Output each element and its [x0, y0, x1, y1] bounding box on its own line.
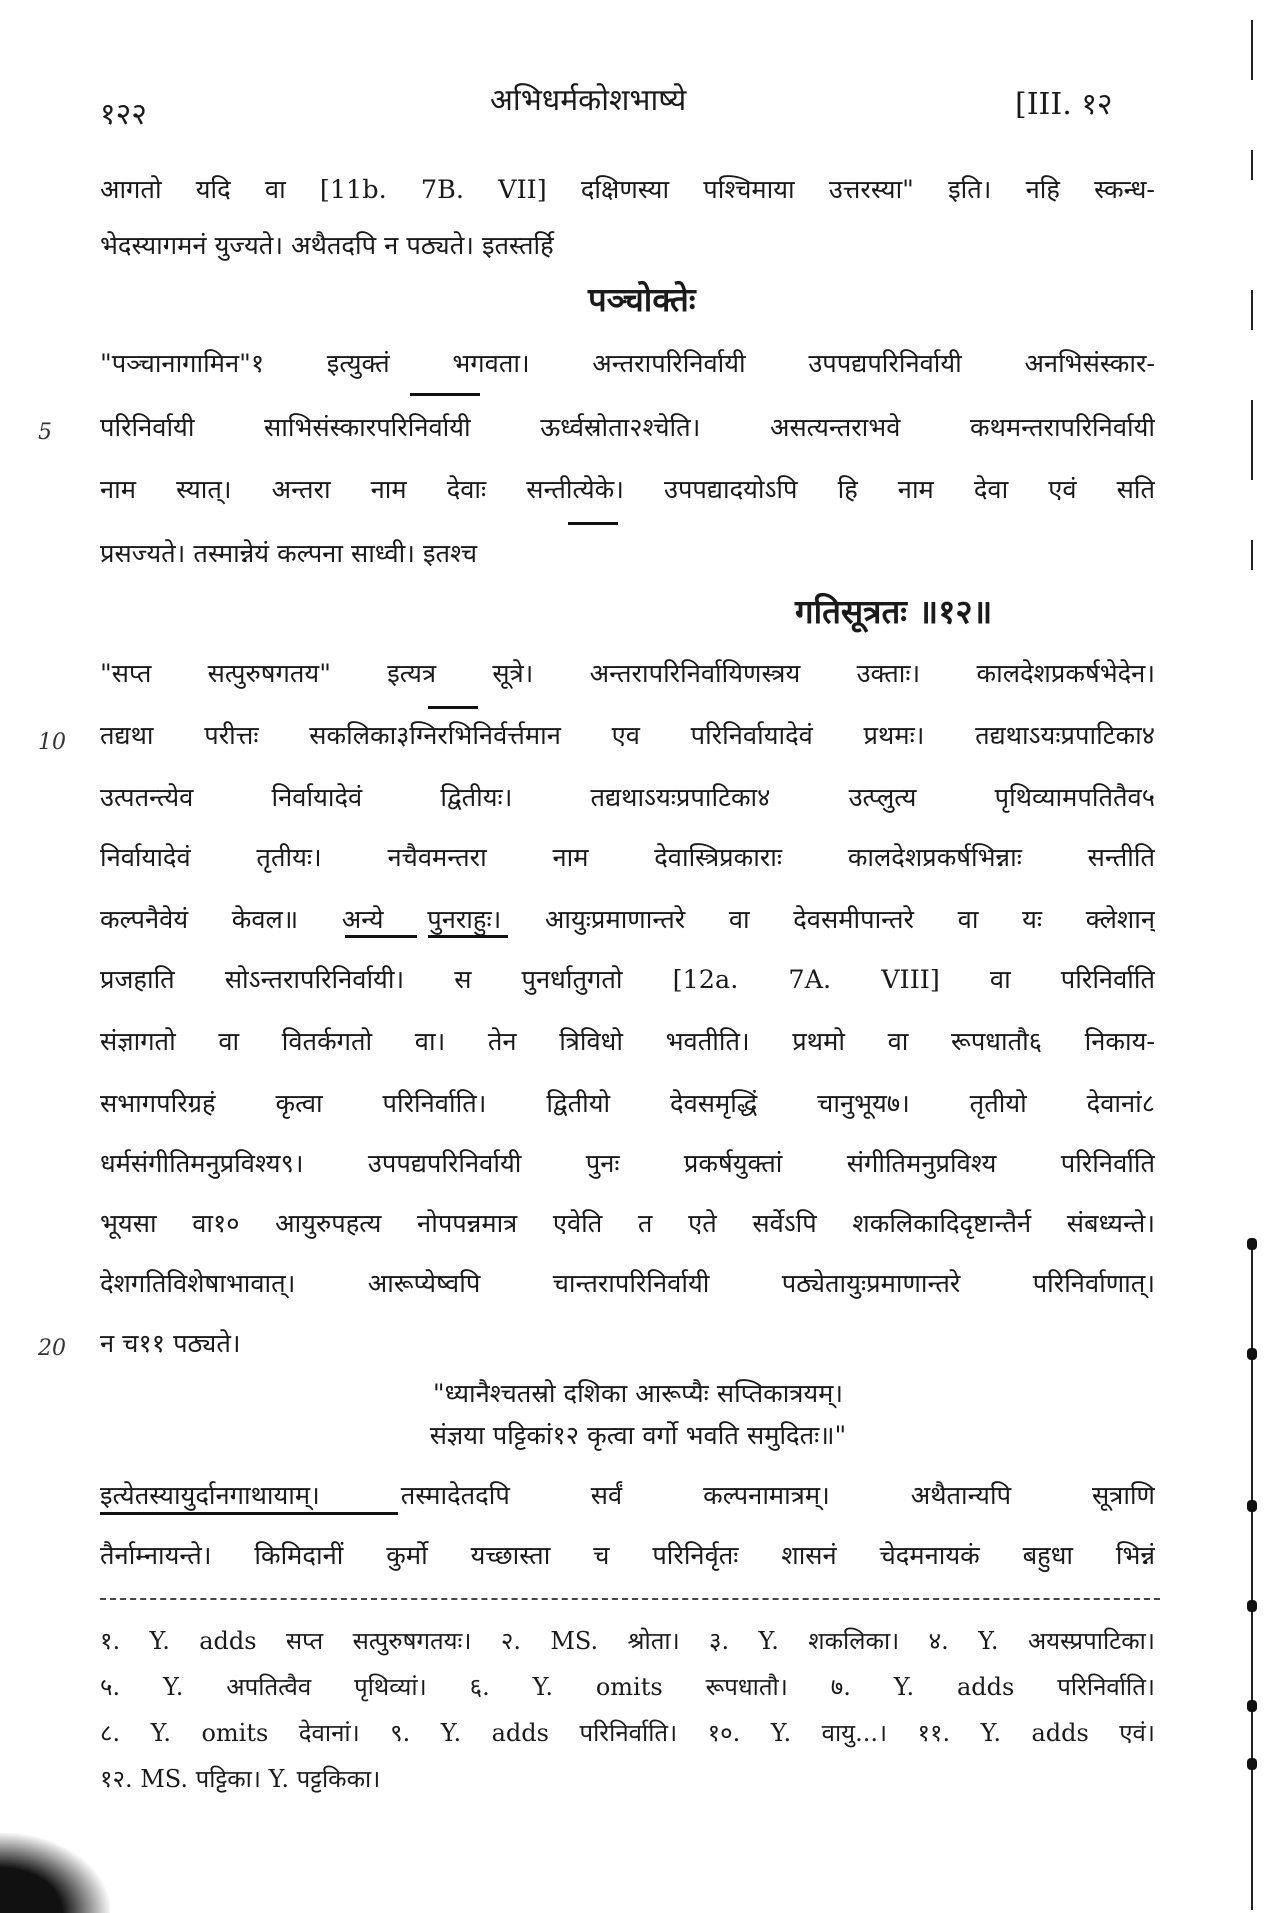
underline-mark [428, 706, 478, 709]
body-line: धर्मसंगीतिमनुप्रविश्य९। उपपद्यपरिनिर्वायी पुनः प्रकर्षयुक्तां संगीतिमनुप्रविश्य परिनिर्वाति [100, 1149, 1155, 1179]
scan-smudge [0, 1833, 110, 1913]
body-line: कल्पनैवेयं केवल॥ अन्ये पुनराहुः। आयुःप्रमाणान्तरे वा देवसमीपान्तरे वा यः क्लेशान् [100, 905, 1155, 935]
body-line: "पञ्चानागामिन"१ इत्युक्तं भगवता। अन्तरापरिनिर्वायी उपपद्यपरिनिर्वायी अनभिसंस्कार- [100, 349, 1155, 379]
section-reference: [III. १२ [1015, 87, 1113, 122]
body-line: आगतो यदि वा [11b. 7B. VII] दक्षिणस्या पश्चिमाया उत्तरस्या" इति। नहि स्कन्ध- [100, 175, 1155, 205]
body-line: सभागपरिग्रहं कृत्वा परिनिर्वाति। द्वितीयो देवसमृद्धिं चानुभूय७। तृतीयो देवानां८ [100, 1089, 1155, 1119]
footnote-line: ५. Y. अपतित्वैव पृथिव्यां। ६. Y. omits रूपधातौ। ७. Y. adds परिनिर्वाति। [100, 1673, 1155, 1701]
page-number: १२२ [100, 97, 147, 132]
body-line: देशगतिविशेषाभावात्। आरूप्येष्वपि चान्तरापरिनिर्वायी पठ्येतायुःप्रमाणान्तरे परिनिर्वाणात्। [100, 1269, 1155, 1299]
body-line: भूयसा वा१० आयुरुपहत्य नोपपन्नमात्र एवेति त एते सर्वेऽपि शकलिकादिदृष्टान्तैर्न संबध्यन्ते। [100, 1209, 1155, 1239]
body-line: तद्यथा परीत्तः सकलिका३ग्निरभिनिर्वर्त्तमान एव परिनिर्वायादेवं प्रथमः। तद्यथाऽयःप्रपाटिका४ [100, 721, 1155, 751]
body-line: भेदस्यागमनं युज्यते। अथैतदपि न पठ्यते। इतस्तर्हि [100, 231, 554, 261]
section-heading: पञ्चोक्तेः [588, 280, 696, 319]
body-line: उत्पतन्त्येव निर्वायादेवं द्वितीयः। तद्यथाऽयःप्रपाटिका४ उत्प्लुत्य पृथिव्यामपतितैव५ [100, 783, 1155, 813]
underline-mark [568, 522, 618, 525]
binding-edge [1251, 0, 1254, 1913]
underline-mark [345, 935, 417, 938]
body-line: "सप्त सत्पुरुषगतय" इत्यत्र सूत्रे। अन्तरापरिनिर्वायिणस्त्रय उक्ताः। कालदेशप्रकर्षभेदेन। [100, 659, 1155, 689]
body-line: प्रसज्यते। तस्मान्नेयं कल्पना साध्वी। इतश्च [100, 539, 478, 569]
underline-mark [410, 393, 480, 396]
footnote-line: १२. MS. पट्टिका। Y. पट्टकिका। [100, 1765, 381, 1793]
body-line: तैर्नाम्नायन्ते। किमिदानीं कुर्मो यच्छास्ता च परिनिर्वृतः शासनं चेदमनायकं बहुधा भिन्नं [100, 1541, 1155, 1571]
body-line: इत्येतस्यायुर्दानगाथायाम्। तस्मादेतदपि सर्वं कल्पनामात्रम्। अथैतान्यपि सूत्राणि [100, 1481, 1155, 1511]
verse-line: "ध्यानैश्चतस्रो दशिका आरूप्यैः सप्तिकात्रयम्। [432, 1379, 844, 1409]
footnote-line: ८. Y. omits देवानां। ९. Y. adds परिनिर्वाति। १०. Y. वायु...। ११. Y. adds एवं। [100, 1719, 1155, 1747]
body-line: संज्ञागतो वा वितर्कगतो वा। तेन त्रिविधो भवतीति। प्रथमो वा रूपधातौ६ निकाय- [100, 1027, 1155, 1057]
body-line: परिनिर्वायी साभिसंस्कारपरिनिर्वायी ऊर्ध्वस्रोता२श्चेति। असत्यन्तराभवे कथमन्तरापरिनिर्वायी [100, 413, 1155, 443]
line-number-20: 20 [38, 1336, 66, 1361]
verse-line: संज्ञया पट्टिकां१२ कृत्वा वर्गो भवति समुदितः॥" [429, 1421, 847, 1451]
line-number-5: 5 [38, 420, 52, 445]
underline-mark [100, 1512, 398, 1515]
body-line: नाम स्यात्। अन्तरा नाम देवाः सन्तीत्येके। उपपद्यादयोऽपि हि नाम देवा एवं सति [100, 475, 1155, 505]
section-heading: गतिसूत्रतः ॥१२॥ [795, 592, 993, 631]
body-line: प्रजहाति सोऽन्तरापरिनिर्वायी। स पुनर्धातुगतो [12a. 7A. VIII] वा परिनिर्वाति [100, 965, 1155, 995]
footnote-line: १. Y. adds सप्त सत्पुरुषगतयः। २. MS. श्रोता। ३. Y. शकलिका। ४. Y. अयस्प्रपाटिका। [100, 1627, 1155, 1655]
running-title: अभिधर्मकोशभाष्ये [490, 83, 687, 118]
underline-mark [428, 935, 508, 938]
body-line: न च११ पठ्यते। [100, 1329, 241, 1359]
footnote-divider [100, 1598, 1160, 1600]
body-line: निर्वायादेवं तृतीयः। नचैवमन्तरा नाम देवास्त्रिप्रकाराः कालदेशप्रकर्षभिन्नाः सन्तीति [100, 843, 1155, 873]
line-number-10: 10 [38, 730, 66, 755]
